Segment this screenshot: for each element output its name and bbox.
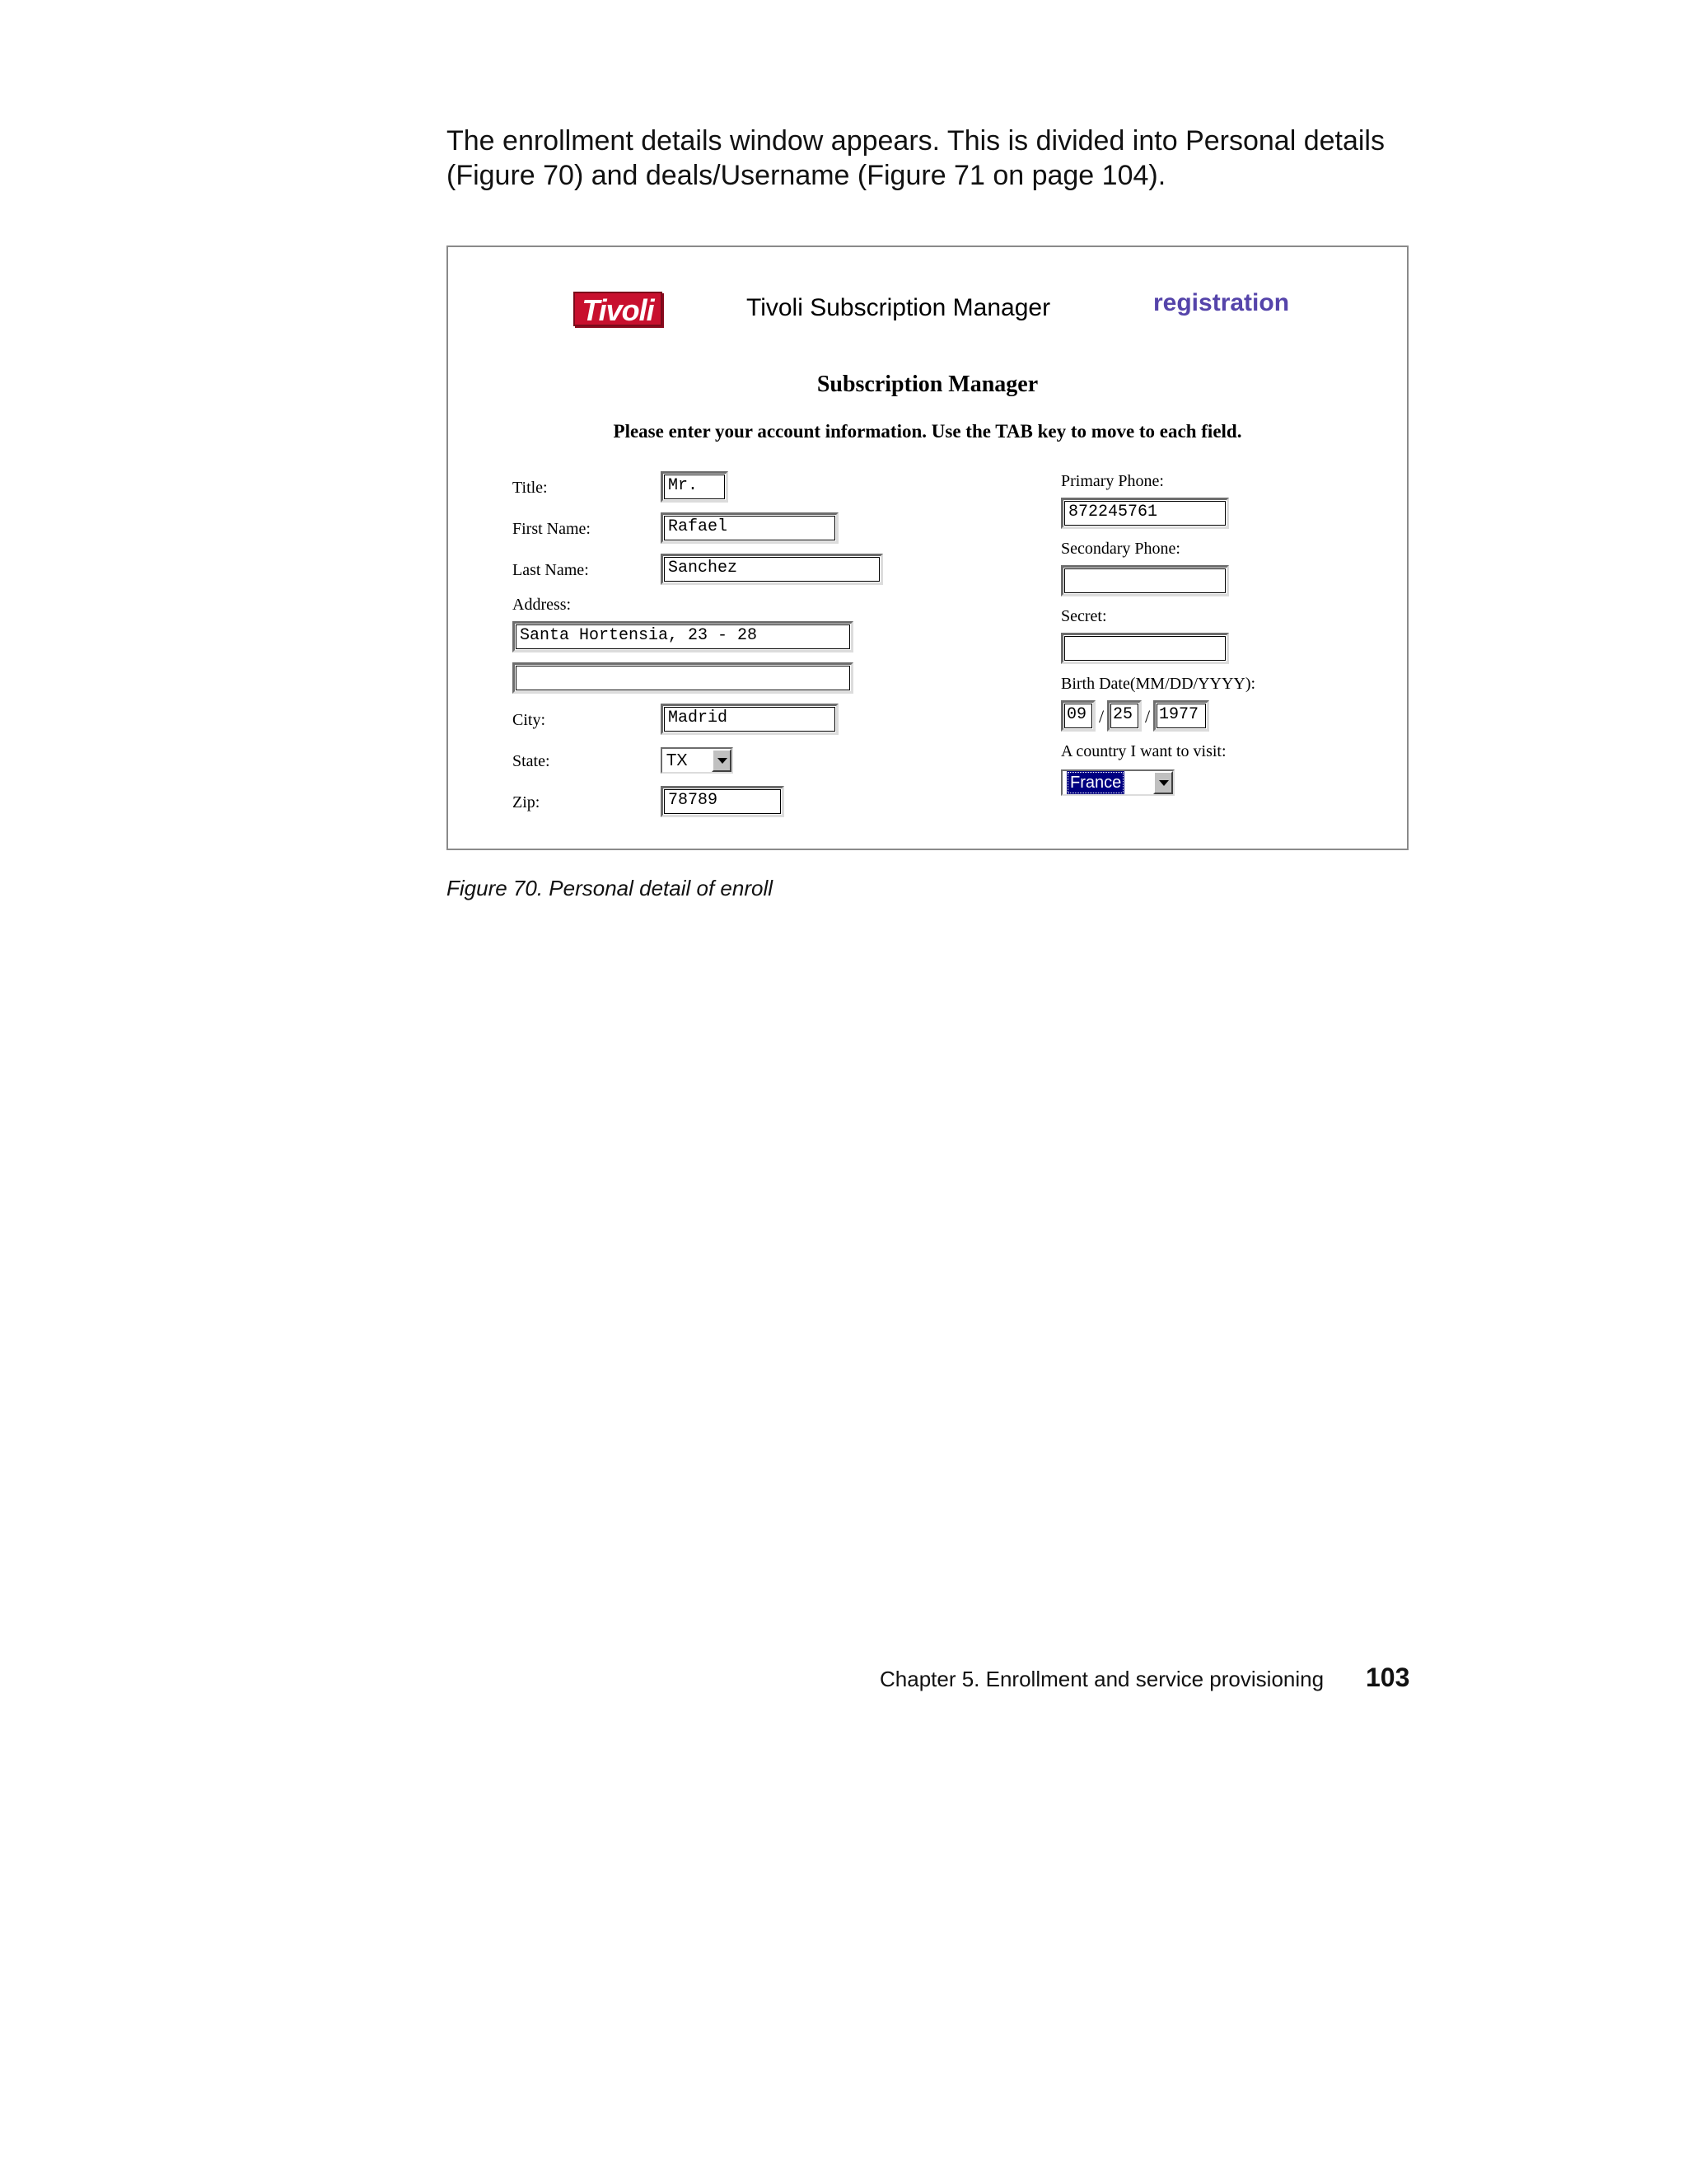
title-label: Title: (512, 479, 548, 497)
figure-caption: Figure 70. Personal detail of enroll (446, 876, 773, 900)
footer-chapter: Chapter 5. Enrollment and service provisioning (880, 1667, 1325, 1691)
state-select[interactable] (661, 747, 733, 774)
intro-paragraph (446, 124, 1418, 193)
last-name-input[interactable]: Sanchez (661, 554, 883, 585)
last-name-label: Last Name: (512, 561, 589, 579)
registration-link[interactable]: registration (1153, 289, 1290, 316)
intro-line-2: (Figure 70) and deals/Username (Figure 71 on page 104). (446, 160, 1166, 191)
city-label: City: (512, 711, 546, 729)
birth-date-label: Birth Date(MM/DD/YYYY): (1061, 675, 1256, 693)
secondary-phone-label: Secondary Phone: (1061, 540, 1180, 558)
first-name-label: First Name: (512, 520, 591, 538)
birth-month-input[interactable]: 09 (1061, 700, 1096, 732)
primary-phone-label: Primary Phone: (1061, 472, 1164, 490)
title-input[interactable]: Mr. (661, 471, 728, 503)
app-title: Tivoli Subscription Manager (746, 294, 1051, 321)
screenshot-figure (446, 246, 1409, 850)
page-number: 103 (1366, 1663, 1410, 1692)
birth-day-input[interactable]: 25 (1107, 700, 1142, 732)
country-select[interactable] (1061, 769, 1175, 796)
secondary-phone-input[interactable] (1061, 565, 1229, 596)
address-line-2-input[interactable] (512, 662, 853, 694)
form-instructions: Please enter your account information. Use the TAB key to move to each field. (613, 421, 1242, 442)
primary-phone-input[interactable]: 872245761 (1061, 498, 1229, 529)
secret-input[interactable] (1061, 633, 1229, 664)
chevron-down-icon[interactable] (712, 749, 731, 772)
tivoli-logo[interactable]: Tivoli (573, 292, 662, 326)
zip-input[interactable]: 78789 (661, 786, 784, 817)
secret-label: Secret: (1061, 607, 1107, 625)
country-select-value: France (1067, 771, 1124, 794)
country-label: A country I want to visit: (1061, 742, 1227, 760)
address-line-1-input[interactable]: Santa Hortensia, 23 - 28 (512, 621, 853, 652)
city-input[interactable]: Madrid (661, 704, 839, 735)
intro-line-1: The enrollment details window appears. This is divided into Personal details (446, 125, 1385, 157)
birth-year-input[interactable]: 1977 (1153, 700, 1209, 732)
form-heading: Subscription Manager (816, 372, 1039, 397)
chevron-down-icon[interactable] (1153, 771, 1173, 794)
address-label: Address: (512, 596, 572, 614)
date-separator-1: / (1099, 706, 1105, 727)
state-label: State: (512, 752, 550, 770)
zip-label: Zip: (512, 793, 540, 811)
first-name-input[interactable]: Rafael (661, 512, 839, 544)
state-select-value: TX (666, 751, 688, 769)
date-separator-2: / (1145, 706, 1151, 727)
